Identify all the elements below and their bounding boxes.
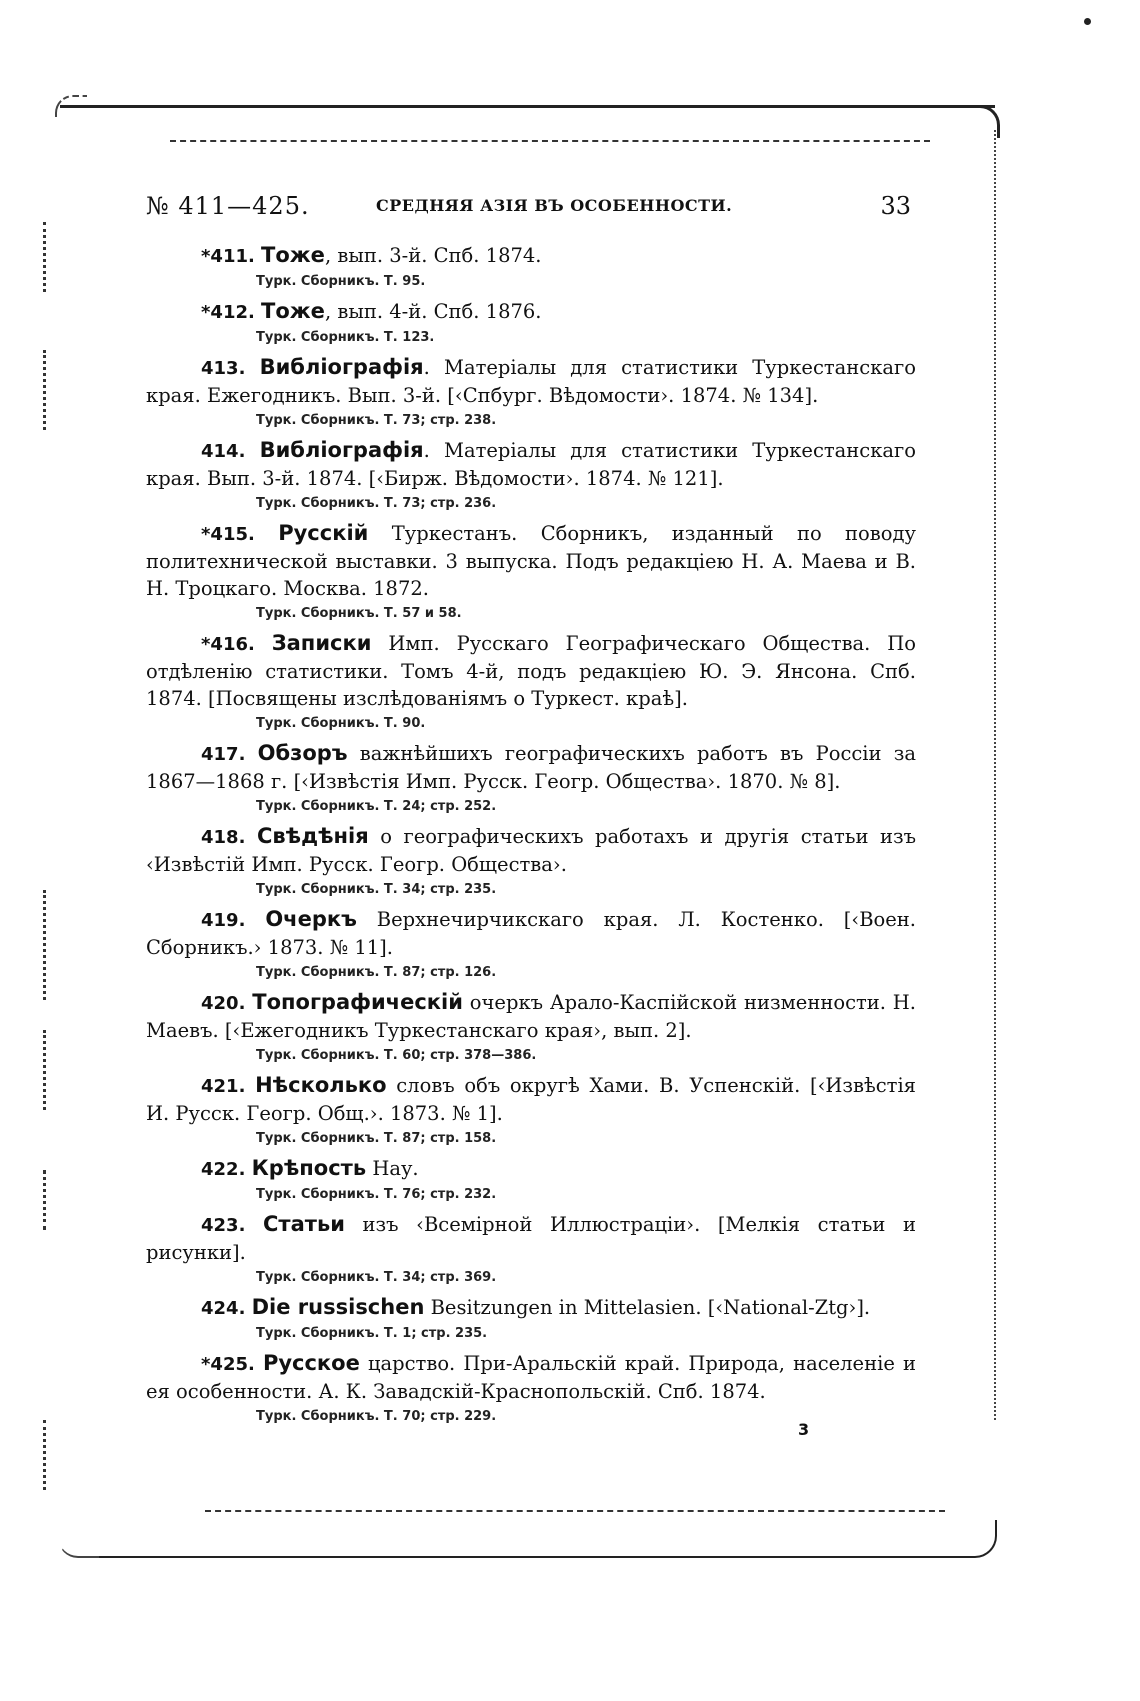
entry-text: очеркъ Арало-Каспійской низменности. Н. Маевъ. [‹Ежегодникъ Туркестанскаго края›, вып. 2]. xyxy=(146,991,917,1042)
entry-source: Турк. Сборникъ. Т. 95. xyxy=(256,274,426,289)
top-dashed-rule xyxy=(170,140,930,142)
entry-number: *425. xyxy=(201,1354,255,1375)
entry-number: 417. xyxy=(201,744,246,765)
entry-414 xyxy=(146,437,916,516)
entry-number: *416. xyxy=(201,634,255,655)
entry-number: 424. xyxy=(201,1298,246,1319)
entry-source: Турк. Сборникъ. Т. 34; стр. 235. xyxy=(256,882,497,897)
entry-source: Турк. Сборникъ. Т. 76; стр. 232. xyxy=(256,1187,497,1202)
entry-text: Верхнечирчикскаго края. Л. Костенко. [‹Воен. Сборникъ.› 1873. № 11]. xyxy=(146,908,917,959)
entry-title: Русскій xyxy=(278,521,369,545)
entry-text: . Матеріалы для статистики Туркестанскаго края. Ежегодникъ. Вып. 3-й. [‹Спбург. Вѣдомости›. 1874. № 134]. xyxy=(146,356,916,407)
entry-text: о географическихъ работахъ и другія статьи изъ ‹Извѣстій Имп. Русск. Геогр. Общества›. xyxy=(146,825,917,876)
entry-text: , вып. 4-й. Спб. 1876. xyxy=(324,300,542,323)
entry-source: Турк. Сборникъ. Т. 70; стр. 229. xyxy=(256,1409,497,1424)
entry-text: Имп. Русскаго Географическаго Общества. По отдѣленію статистики. Томъ 4-й, подъ редакціею Ю. Э. Янсона. Спб. 1874. [Посвящены изслѣдованіямъ о Туркест. краѣ]. xyxy=(146,632,916,710)
entry-source: Турк. Сборникъ. Т. 60; стр. 378—386. xyxy=(256,1048,537,1063)
entry-source: Турк. Сборникъ. Т. 1; стр. 235. xyxy=(256,1326,488,1341)
entry-416 xyxy=(146,630,916,736)
entry-text: Туркестанъ. Сборникъ, изданный по поводу политехнической выставки. 3 выпуска. Подъ редакціею Н. А. Маева и В. Н. Троцкаго. Москва. 1872. xyxy=(146,522,916,600)
entry-number: *412. xyxy=(201,302,255,323)
entry-text: словъ объ округѣ Хами. В. Успенскій. [‹Извѣстія И. Русск. Геогр. Общ.›. 1873. № 1]. xyxy=(146,1074,916,1125)
entry-source: Турк. Сборникъ. Т. 90. xyxy=(256,716,426,731)
entry-title: Тоже xyxy=(261,243,325,267)
frame-corner-bottom-right xyxy=(965,1520,997,1558)
page-number: 33 xyxy=(880,192,911,220)
entry-415 xyxy=(146,520,916,626)
frame-top-border xyxy=(60,105,995,108)
entry-source: Турк. Сборникъ. Т. 73; стр. 238. xyxy=(256,413,497,428)
entry-number: 413. xyxy=(201,358,246,379)
entry-source: Турк. Сборникъ. Т. 123. xyxy=(256,330,435,345)
entry-number: 418. xyxy=(201,827,246,848)
entry-text: важнѣйшихъ географическихъ работъ въ Россіи за 1867—1868 г. [‹Извѣстія Имп. Русск. Геогр. Общества›. 1870. № 8]. xyxy=(146,742,916,793)
entry-number: 423. xyxy=(201,1215,246,1236)
entry-source: Турк. Сборникъ. Т. 24; стр. 252. xyxy=(256,799,497,814)
entry-424 xyxy=(146,1294,916,1346)
entry-source: Турк. Сборникъ. Т. 87; стр. 126. xyxy=(256,965,497,980)
entry-text: Besitzungen in Mittelasien. [‹National-Ztg›]. xyxy=(424,1296,871,1319)
entry-number: *415. xyxy=(201,524,255,545)
running-title: СРЕДНЯЯ АЗІЯ ВЪ ОСОБЕННОСТИ. xyxy=(376,196,733,215)
book-page xyxy=(146,180,917,1439)
frame-corner-top-right xyxy=(975,105,1000,138)
entry-411 xyxy=(146,242,916,294)
frame-bottom-border xyxy=(95,1556,975,1558)
entry-title: Записки xyxy=(271,631,372,655)
frame-corner-bottom-left xyxy=(58,1530,99,1558)
entry-title: Очеркъ xyxy=(265,907,357,931)
entry-text: Нау. xyxy=(366,1157,419,1180)
entry-title: Статьи xyxy=(263,1212,345,1236)
entry-title: Нѣсколько xyxy=(255,1073,387,1097)
entry-418 xyxy=(146,823,916,902)
entry-title: Топографическій xyxy=(252,990,463,1014)
entry-source: Турк. Сборникъ. Т. 87; стр. 158. xyxy=(256,1131,497,1146)
margin-dots xyxy=(43,1420,46,1490)
bottom-dashed-rule xyxy=(205,1510,945,1512)
entry-425 xyxy=(146,1350,916,1429)
entry-422 xyxy=(146,1155,916,1207)
entry-title: Вибліографія xyxy=(259,438,424,462)
entry-title: Обзоръ xyxy=(257,741,348,765)
entry-number: *411. xyxy=(201,246,255,267)
entry-title: Die russischen xyxy=(251,1295,425,1319)
page-header xyxy=(146,180,916,220)
entry-421 xyxy=(146,1072,916,1151)
entry-number: 422. xyxy=(201,1159,246,1180)
entry-420 xyxy=(146,989,916,1068)
entry-number: 420. xyxy=(201,993,246,1014)
entry-text: , вып. 3-й. Спб. 1874. xyxy=(324,244,542,267)
entry-412 xyxy=(146,298,916,350)
entry-title: Тоже xyxy=(261,299,325,323)
entry-text: изъ ‹Всемірной Иллюстраціи›. [Мелкія статьи и рисунки]. xyxy=(146,1213,916,1264)
entry-title: Вибліографія xyxy=(259,355,424,379)
entry-title: Крѣпость xyxy=(251,1156,367,1180)
entry-source: Турк. Сборникъ. Т. 57 и 58. xyxy=(256,606,462,621)
entry-source: Турк. Сборникъ. Т. 34; стр. 369. xyxy=(256,1270,497,1285)
entry-range: № 411—425. xyxy=(146,192,310,220)
entry-text: . Матеріалы для статистики Туркестанскаго края. Вып. 3-й. 1874. [‹Бирж. Вѣдомости›. 1874. № 121]. xyxy=(146,439,916,490)
entry-423 xyxy=(146,1211,916,1290)
margin-dots xyxy=(43,890,46,1000)
bibliography-list xyxy=(146,242,916,1433)
margin-dots xyxy=(43,350,46,430)
entry-number: 421. xyxy=(201,1076,246,1097)
entry-number: 414. xyxy=(201,441,246,462)
entry-419 xyxy=(146,906,916,985)
margin-dots xyxy=(43,1170,46,1230)
entry-417 xyxy=(146,740,916,819)
margin-dots xyxy=(43,1030,46,1110)
frame-right-border xyxy=(994,130,996,1420)
entry-number: 419. xyxy=(201,910,246,931)
entry-413 xyxy=(146,354,916,433)
page-speck xyxy=(1084,18,1091,25)
printer-signature: 3 xyxy=(798,1420,810,1439)
entry-text: царство. При-Аральскій край. Природа, населеніе и ея особенности. А. К. Завадскій-Краснопольскій. Спб. 1874. xyxy=(146,1352,916,1403)
margin-dots xyxy=(43,222,46,292)
entry-title: Свѣдѣнія xyxy=(256,824,369,848)
entry-title: Русское xyxy=(262,1351,360,1375)
entry-source: Турк. Сборникъ. Т. 73; стр. 236. xyxy=(256,496,497,511)
